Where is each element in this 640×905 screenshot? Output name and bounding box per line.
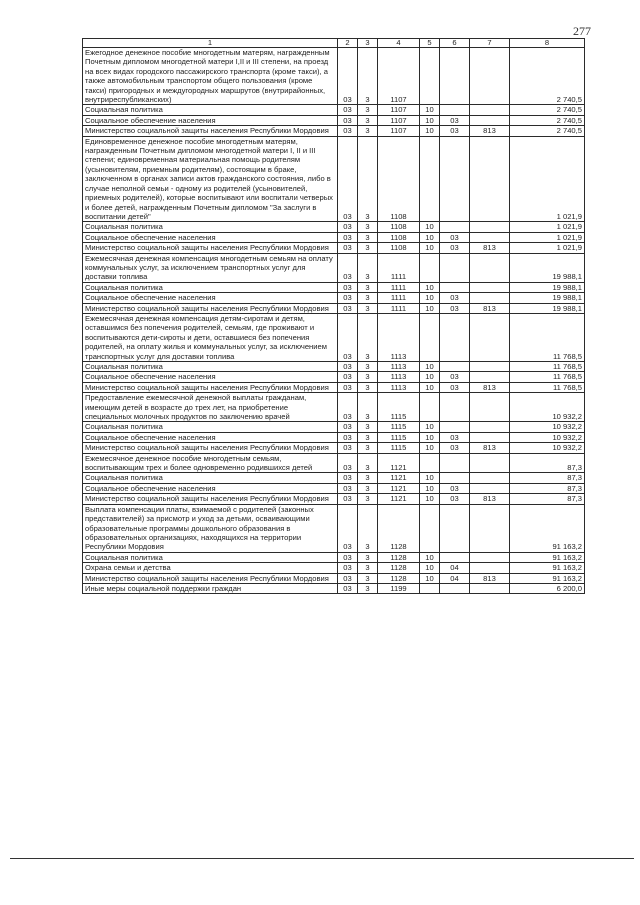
cell-code-col3: 3 [358, 243, 378, 253]
cell-code-col4: 1121 [378, 453, 420, 473]
table-row [83, 422, 585, 432]
cell-item-name: Социальное обеспечение населения [83, 372, 338, 382]
table-body [83, 48, 585, 594]
cell-code-col6 [440, 473, 470, 483]
table-row [83, 453, 585, 473]
table-row [83, 136, 585, 222]
cell-item-name: Ежемесячная денежная компенсация многодетным семьям на оплату коммунальных услуг, за исключением транспортных услуг для доставки топлива [83, 253, 338, 282]
cell-code-col7: 813 [470, 494, 510, 504]
cell-item-name: Ежемесячное денежное пособие многодетным семьям, воспитывающим трех и более одновременно родившихся детей [83, 453, 338, 473]
cell-code-col2: 03 [338, 372, 358, 382]
cell-code-col5: 10 [420, 372, 440, 382]
cell-code-col2: 03 [338, 293, 358, 303]
cell-code-col5: 10 [420, 303, 440, 313]
cell-code-col5 [420, 453, 440, 473]
cell-code-col3: 3 [358, 453, 378, 473]
cell-code-col4: 1111 [378, 293, 420, 303]
cell-code-col4: 1113 [378, 362, 420, 372]
cell-code-col6: 03 [440, 494, 470, 504]
cell-code-col5: 10 [420, 232, 440, 242]
cell-code-col7 [470, 253, 510, 282]
table-row [83, 303, 585, 313]
cell-code-col6: 03 [440, 303, 470, 313]
cell-code-col6: 03 [440, 243, 470, 253]
cell-code-col6: 03 [440, 293, 470, 303]
cell-code-col7: 813 [470, 243, 510, 253]
cell-code-col6 [440, 48, 470, 105]
cell-amount: 11 768,5 [510, 372, 585, 382]
cell-code-col4: 1111 [378, 253, 420, 282]
table-row [83, 583, 585, 593]
page-number: 277 [573, 24, 591, 38]
cell-amount: 2 740,5 [510, 48, 585, 105]
cell-code-col3: 3 [358, 573, 378, 583]
header-cell: 4 [378, 39, 420, 48]
cell-item-name: Социальная политика [83, 362, 338, 372]
cell-code-col4: 1107 [378, 126, 420, 136]
cell-item-name: Министерство социальной защиты населения Республики Мордовия [83, 126, 338, 136]
cell-amount: 10 932,2 [510, 443, 585, 453]
cell-code-col3: 3 [358, 393, 378, 422]
header-cell: 8 [510, 39, 585, 48]
cell-code-col5: 10 [420, 105, 440, 115]
cell-code-col5: 10 [420, 362, 440, 372]
cell-code-col7 [470, 583, 510, 593]
cell-amount: 87,3 [510, 473, 585, 483]
table-row [83, 473, 585, 483]
cell-code-col7 [470, 504, 510, 552]
cell-code-col2: 03 [338, 583, 358, 593]
cell-amount: 10 932,2 [510, 393, 585, 422]
cell-code-col5 [420, 253, 440, 282]
cell-code-col4: 1115 [378, 422, 420, 432]
cell-item-name: Предоставление ежемесячной денежной выплаты гражданам, имеющим детей в возрасте до трех лет, на приобретение специальных молочных продуктов по заключению врачей [83, 393, 338, 422]
cell-code-col3: 3 [358, 422, 378, 432]
cell-code-col5: 10 [420, 552, 440, 562]
cell-item-name: Социальное обеспечение населения [83, 293, 338, 303]
cell-amount: 19 988,1 [510, 253, 585, 282]
cell-code-col4: 1128 [378, 552, 420, 562]
cell-amount: 87,3 [510, 483, 585, 493]
cell-code-col2: 03 [338, 453, 358, 473]
cell-code-col7 [470, 422, 510, 432]
cell-code-col6: 03 [440, 232, 470, 242]
page-bottom-rule [10, 858, 634, 859]
cell-code-col2: 03 [338, 115, 358, 125]
header-cell: 1 [83, 39, 338, 48]
table-row [83, 115, 585, 125]
cell-code-col3: 3 [358, 115, 378, 125]
cell-code-col6: 03 [440, 372, 470, 382]
cell-item-name: Социальное обеспечение населения [83, 115, 338, 125]
cell-code-col3: 3 [358, 282, 378, 292]
cell-code-col3: 3 [358, 136, 378, 222]
cell-code-col5: 10 [420, 573, 440, 583]
cell-code-col4: 1111 [378, 303, 420, 313]
cell-code-col4: 1113 [378, 313, 420, 361]
cell-code-col7 [470, 563, 510, 573]
cell-amount: 87,3 [510, 453, 585, 473]
cell-code-col4: 1111 [378, 282, 420, 292]
header-cell: 6 [440, 39, 470, 48]
cell-code-col3: 3 [358, 126, 378, 136]
cell-code-col3: 3 [358, 563, 378, 573]
cell-code-col4: 1128 [378, 563, 420, 573]
cell-code-col6 [440, 453, 470, 473]
table-row [83, 362, 585, 372]
cell-code-col4: 1121 [378, 473, 420, 483]
cell-code-col3: 3 [358, 313, 378, 361]
cell-code-col5: 10 [420, 293, 440, 303]
cell-code-col2: 03 [338, 382, 358, 392]
cell-amount: 19 988,1 [510, 293, 585, 303]
cell-code-col3: 3 [358, 432, 378, 442]
cell-item-name: Социальная политика [83, 222, 338, 232]
cell-amount: 2 740,5 [510, 115, 585, 125]
cell-code-col6: 03 [440, 126, 470, 136]
cell-code-col6: 03 [440, 115, 470, 125]
table-row [83, 126, 585, 136]
table-row [83, 443, 585, 453]
cell-item-name: Ежегодное денежное пособие многодетным матерям, награжденным Почетным дипломом многодетной матери I,II и III степени, на проезд на всех видах городского пассажирского транспорта (кроме такси), а также автомобильным транспортом общего пользования (кроме такси) пригородных и междугородных маршрутов (внутрирайонных, внутриреспубликанских) [83, 48, 338, 105]
table-row [83, 48, 585, 105]
cell-code-col2: 03 [338, 282, 358, 292]
cell-code-col4: 1108 [378, 222, 420, 232]
cell-code-col7: 813 [470, 443, 510, 453]
table-row [83, 232, 585, 242]
cell-code-col2: 03 [338, 243, 358, 253]
cell-code-col7: 813 [470, 573, 510, 583]
cell-code-col7 [470, 473, 510, 483]
cell-item-name: Охрана семьи и детства [83, 563, 338, 573]
table-row [83, 563, 585, 573]
cell-code-col3: 3 [358, 222, 378, 232]
cell-amount: 11 768,5 [510, 313, 585, 361]
cell-code-col3: 3 [358, 483, 378, 493]
cell-item-name: Социальная политика [83, 282, 338, 292]
cell-amount: 91 163,2 [510, 504, 585, 552]
cell-code-col3: 3 [358, 303, 378, 313]
cell-amount: 1 021,9 [510, 243, 585, 253]
cell-item-name: Министерство социальной защиты населения Республики Мордовия [83, 243, 338, 253]
cell-code-col3: 3 [358, 473, 378, 483]
cell-amount: 6 200,0 [510, 583, 585, 593]
table-row [83, 372, 585, 382]
cell-code-col7 [470, 115, 510, 125]
cell-code-col6 [440, 504, 470, 552]
cell-amount: 11 768,5 [510, 382, 585, 392]
cell-code-col2: 03 [338, 573, 358, 583]
table-row [83, 313, 585, 361]
cell-amount: 10 932,2 [510, 422, 585, 432]
cell-code-col5: 10 [420, 432, 440, 442]
cell-code-col7 [470, 453, 510, 473]
table-row [83, 222, 585, 232]
cell-code-col6 [440, 313, 470, 361]
cell-code-col7 [470, 232, 510, 242]
cell-amount: 91 163,2 [510, 563, 585, 573]
cell-code-col6 [440, 105, 470, 115]
cell-code-col4: 1199 [378, 583, 420, 593]
table-row [83, 552, 585, 562]
cell-amount: 1 021,9 [510, 136, 585, 222]
cell-code-col7 [470, 362, 510, 372]
cell-code-col4: 1107 [378, 105, 420, 115]
cell-code-col6 [440, 136, 470, 222]
cell-code-col6: 03 [440, 382, 470, 392]
table-row [83, 243, 585, 253]
cell-item-name: Министерство социальной защиты населения Республики Мордовия [83, 494, 338, 504]
table-row [83, 105, 585, 115]
cell-amount: 1 021,9 [510, 222, 585, 232]
cell-code-col2: 03 [338, 222, 358, 232]
cell-code-col7: 813 [470, 126, 510, 136]
cell-code-col6 [440, 282, 470, 292]
cell-code-col2: 03 [338, 303, 358, 313]
cell-code-col2: 03 [338, 563, 358, 573]
cell-code-col6 [440, 222, 470, 232]
cell-code-col2: 03 [338, 483, 358, 493]
cell-code-col4: 1108 [378, 243, 420, 253]
table-header-row [83, 39, 585, 48]
cell-amount: 19 988,1 [510, 282, 585, 292]
cell-code-col3: 3 [358, 382, 378, 392]
cell-code-col2: 03 [338, 494, 358, 504]
cell-code-col7: 813 [470, 303, 510, 313]
cell-code-col5: 10 [420, 126, 440, 136]
table-row [83, 504, 585, 552]
cell-item-name: Социальное обеспечение населения [83, 232, 338, 242]
table-row [83, 293, 585, 303]
cell-item-name: Единовременное денежное пособие многодетным матерям, награжденным Почетным дипломом многодетной матери I, II и III степени; единовременная материальная помощь родителям (усыновителям, приемным родителям), состоящим в браке, заключенном в органах записи актов гражданского состояния, либо в случае неполной семьи - одному из родителей (усыновителей, приемных родителей), которые воспитывают или воспитали четверых и более детей, награжденным Почетным дипломом "За заслуги в воспитании детей" [83, 136, 338, 222]
cell-code-col5 [420, 393, 440, 422]
cell-code-col2: 03 [338, 422, 358, 432]
cell-code-col5 [420, 583, 440, 593]
header-cell: 7 [470, 39, 510, 48]
cell-code-col2: 03 [338, 48, 358, 105]
cell-item-name: Ежемесячная денежная компенсация детям-сиротам и детям, оставшимся без попечения родителей, семьям, где проживают и воспитываются дети-сироты и дети, оставшиеся без попечения родителей, на оплату жилья и коммунальных услуг, за исключением транспортных услуг для доставки топлива [83, 313, 338, 361]
cell-code-col5 [420, 136, 440, 222]
cell-code-col2: 03 [338, 362, 358, 372]
cell-code-col2: 03 [338, 232, 358, 242]
cell-code-col7 [470, 393, 510, 422]
cell-code-col4: 1113 [378, 382, 420, 392]
cell-code-col5: 10 [420, 243, 440, 253]
cell-code-col2: 03 [338, 432, 358, 442]
table-row [83, 494, 585, 504]
cell-item-name: Министерство социальной защиты населения Республики Мордовия [83, 443, 338, 453]
cell-amount: 91 163,2 [510, 573, 585, 583]
cell-code-col4: 1121 [378, 494, 420, 504]
cell-code-col3: 3 [358, 105, 378, 115]
cell-code-col6 [440, 422, 470, 432]
table-row [83, 432, 585, 442]
cell-code-col7 [470, 282, 510, 292]
cell-code-col2: 03 [338, 136, 358, 222]
cell-code-col5: 10 [420, 222, 440, 232]
cell-code-col7 [470, 293, 510, 303]
cell-code-col6: 03 [440, 443, 470, 453]
cell-code-col2: 03 [338, 126, 358, 136]
cell-amount: 1 021,9 [510, 232, 585, 242]
cell-code-col3: 3 [358, 443, 378, 453]
cell-item-name: Министерство социальной защиты населения Республики Мордовия [83, 573, 338, 583]
cell-item-name: Социальная политика [83, 473, 338, 483]
header-cell: 3 [358, 39, 378, 48]
cell-item-name: Выплата компенсации платы, взимаемой с родителей (законных представителей) за присмотр и уход за детьми, осваивающими образовательные программы дошкольного образования в образовательных организациях, находящихся на территории Республики Мордовия [83, 504, 338, 552]
table-row [83, 282, 585, 292]
cell-code-col2: 03 [338, 393, 358, 422]
cell-code-col2: 03 [338, 552, 358, 562]
cell-code-col5: 10 [420, 563, 440, 573]
cell-code-col3: 3 [358, 504, 378, 552]
cell-code-col6: 04 [440, 563, 470, 573]
cell-code-col7 [470, 432, 510, 442]
cell-code-col7: 813 [470, 382, 510, 392]
cell-code-col3: 3 [358, 232, 378, 242]
cell-code-col5 [420, 48, 440, 105]
cell-item-name: Социальное обеспечение населения [83, 432, 338, 442]
cell-code-col5: 10 [420, 282, 440, 292]
cell-code-col3: 3 [358, 253, 378, 282]
cell-code-col4: 1128 [378, 504, 420, 552]
cell-code-col6: 03 [440, 483, 470, 493]
cell-code-col7 [470, 372, 510, 382]
cell-code-col3: 3 [358, 362, 378, 372]
cell-code-col7 [470, 313, 510, 361]
cell-code-col3: 3 [358, 48, 378, 105]
cell-code-col2: 03 [338, 253, 358, 282]
cell-amount: 10 932,2 [510, 432, 585, 442]
cell-code-col6: 03 [440, 432, 470, 442]
cell-code-col6: 04 [440, 573, 470, 583]
cell-amount: 2 740,5 [510, 126, 585, 136]
cell-item-name: Социальная политика [83, 105, 338, 115]
cell-code-col3: 3 [358, 552, 378, 562]
cell-code-col2: 03 [338, 313, 358, 361]
cell-code-col2: 03 [338, 473, 358, 483]
cell-code-col2: 03 [338, 504, 358, 552]
cell-code-col3: 3 [358, 293, 378, 303]
cell-item-name: Министерство социальной защиты населения Республики Мордовия [83, 382, 338, 392]
cell-code-col4: 1108 [378, 232, 420, 242]
cell-code-col4: 1107 [378, 48, 420, 105]
cell-item-name: Социальная политика [83, 552, 338, 562]
cell-code-col5: 10 [420, 115, 440, 125]
cell-code-col6 [440, 362, 470, 372]
cell-code-col7 [470, 136, 510, 222]
cell-code-col4: 1115 [378, 443, 420, 453]
cell-code-col7 [470, 48, 510, 105]
cell-code-col3: 3 [358, 583, 378, 593]
cell-item-name: Социальная политика [83, 422, 338, 432]
cell-code-col5: 10 [420, 443, 440, 453]
cell-code-col5: 10 [420, 483, 440, 493]
table-row [83, 253, 585, 282]
table-row [83, 393, 585, 422]
cell-code-col7 [470, 552, 510, 562]
cell-amount: 2 740,5 [510, 105, 585, 115]
cell-amount: 91 163,2 [510, 552, 585, 562]
header-cell: 2 [338, 39, 358, 48]
cell-code-col6 [440, 583, 470, 593]
cell-code-col4: 1115 [378, 432, 420, 442]
cell-code-col7 [470, 105, 510, 115]
cell-item-name: Министерство социальной защиты населения Республики Мордовия [83, 303, 338, 313]
cell-code-col3: 3 [358, 494, 378, 504]
cell-amount: 11 768,5 [510, 362, 585, 372]
cell-code-col5: 10 [420, 473, 440, 483]
cell-code-col4: 1115 [378, 393, 420, 422]
cell-code-col3: 3 [358, 372, 378, 382]
cell-code-col2: 03 [338, 105, 358, 115]
cell-item-name: Иные меры социальной поддержки граждан [83, 583, 338, 593]
cell-amount: 87,3 [510, 494, 585, 504]
cell-code-col5: 10 [420, 422, 440, 432]
table-row [83, 483, 585, 493]
cell-code-col6 [440, 552, 470, 562]
table-row [83, 382, 585, 392]
cell-code-col5 [420, 504, 440, 552]
cell-amount: 19 988,1 [510, 303, 585, 313]
cell-code-col4: 1108 [378, 136, 420, 222]
budget-table [82, 38, 585, 594]
cell-code-col5: 10 [420, 494, 440, 504]
cell-code-col4: 1128 [378, 573, 420, 583]
header-cell: 5 [420, 39, 440, 48]
cell-code-col6 [440, 253, 470, 282]
cell-code-col4: 1107 [378, 115, 420, 125]
cell-code-col7 [470, 483, 510, 493]
cell-code-col4: 1113 [378, 372, 420, 382]
cell-code-col5: 10 [420, 382, 440, 392]
cell-code-col7 [470, 222, 510, 232]
cell-code-col2: 03 [338, 443, 358, 453]
cell-code-col5 [420, 313, 440, 361]
table-row [83, 573, 585, 583]
cell-code-col6 [440, 393, 470, 422]
cell-code-col4: 1121 [378, 483, 420, 493]
cell-item-name: Социальное обеспечение населения [83, 483, 338, 493]
